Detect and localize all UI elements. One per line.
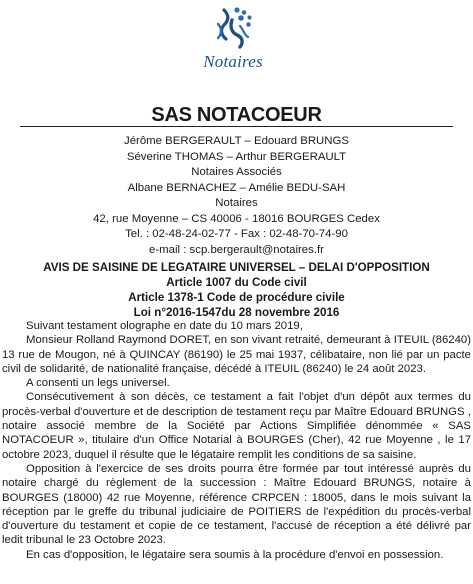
notaires-logo — [188, 6, 278, 76]
divider-rule — [20, 126, 453, 127]
logo-text: Notaires — [203, 52, 263, 71]
notice-subheading: Article 1007 du Code civil — [166, 276, 307, 289]
notice-body — [2, 319, 471, 562]
notice-subheading: Article 1378-1 Code de procédure civile — [128, 291, 345, 304]
body-paragraph: Suivant testament olographe en date du 10 mars 2019, — [26, 320, 303, 332]
contact-line: Notaires Associés — [191, 166, 282, 178]
office-contacts — [0, 134, 473, 258]
body-paragraph: A consenti un legs universel. — [26, 377, 170, 390]
body-paragraph: Opposition à l'exercice de ses droits pourra être formée par tout intéressé auprès du notaire chargé du règlement de la succession : Maître Edouard BRUNGS, notaire à BOURGES (18000) 42 rue Moyenne, référence CRPCEN : 18005, dans le mois suivant la réception par le greffe du tribunal judiciaire de POITIERS de l'expédition du procès-verbal d'ouverture du testament et copie de ce testament, l'accusé de réception a été délivré par ledit tribunal le 23 Octobre 2023. — [2, 462, 471, 547]
body-paragraph: Consécutivement à son décès, ce testament a fait l'objet d'un dépôt aux termes du procès-verbal d'ouverture et de description de testament reçu par Maître Edouard BRUNGS , notaire associé membre de la Société par Actions Simplifiée dénommée « SAS NOTACOEUR », titulaire d'un Office Notarial à BOURGES (Cher), 42 rue Moyenne , le 17 octobre 2023, duquel il résulte que le légataire remplit les conditions de sa saisine. — [2, 391, 471, 461]
contact-line: Albane BERNACHEZ – Amélie BEDU-SAH — [127, 181, 346, 194]
company-name: SAS NOTACOEUR — [151, 104, 322, 126]
body-paragraph: En cas d'opposition, le légataire sera soumis à la procédure d'envoi en possession. — [26, 548, 444, 561]
notice-subheading: Loi n°2016-1547du 28 novembre 2016 — [133, 306, 340, 319]
contact-line: 42, rue Moyenne – CS 40006 - 18016 BOURGES Cedex — [93, 212, 380, 225]
contact-line: Séverine THOMAS – Arthur BERGERAULT — [126, 150, 347, 163]
contact-email: e-mail : scp.bergerault@notaires.fr — [149, 243, 324, 256]
body-paragraph: Monsieur Rolland Raymond DORET, en son vivant retraité, demeurant à ITEUIL (86240) 13 rue de Mougon, né à QUINCAY (86190) le 25 mai 1937, célibataire, non lié par un pacte civil de solidarité, de nationalité française, décédé à ITEUIL (86240) le 24 août 2023. — [2, 334, 471, 375]
contact-line: Tel. : 02-48-24-02-77 - Fax : 02-48-70-74-90 — [125, 228, 348, 240]
contact-line: Notaires — [215, 197, 258, 209]
contact-line: Jérôme BERGERAULT – Edouard BRUNGS — [124, 135, 349, 147]
notice-headings — [14, 260, 459, 320]
notice-title: AVIS DE SAISINE DE LEGATAIRE UNIVERSEL – DELAI D'OPPOSITION — [43, 261, 430, 274]
notaires-emblem-icon — [210, 6, 256, 50]
